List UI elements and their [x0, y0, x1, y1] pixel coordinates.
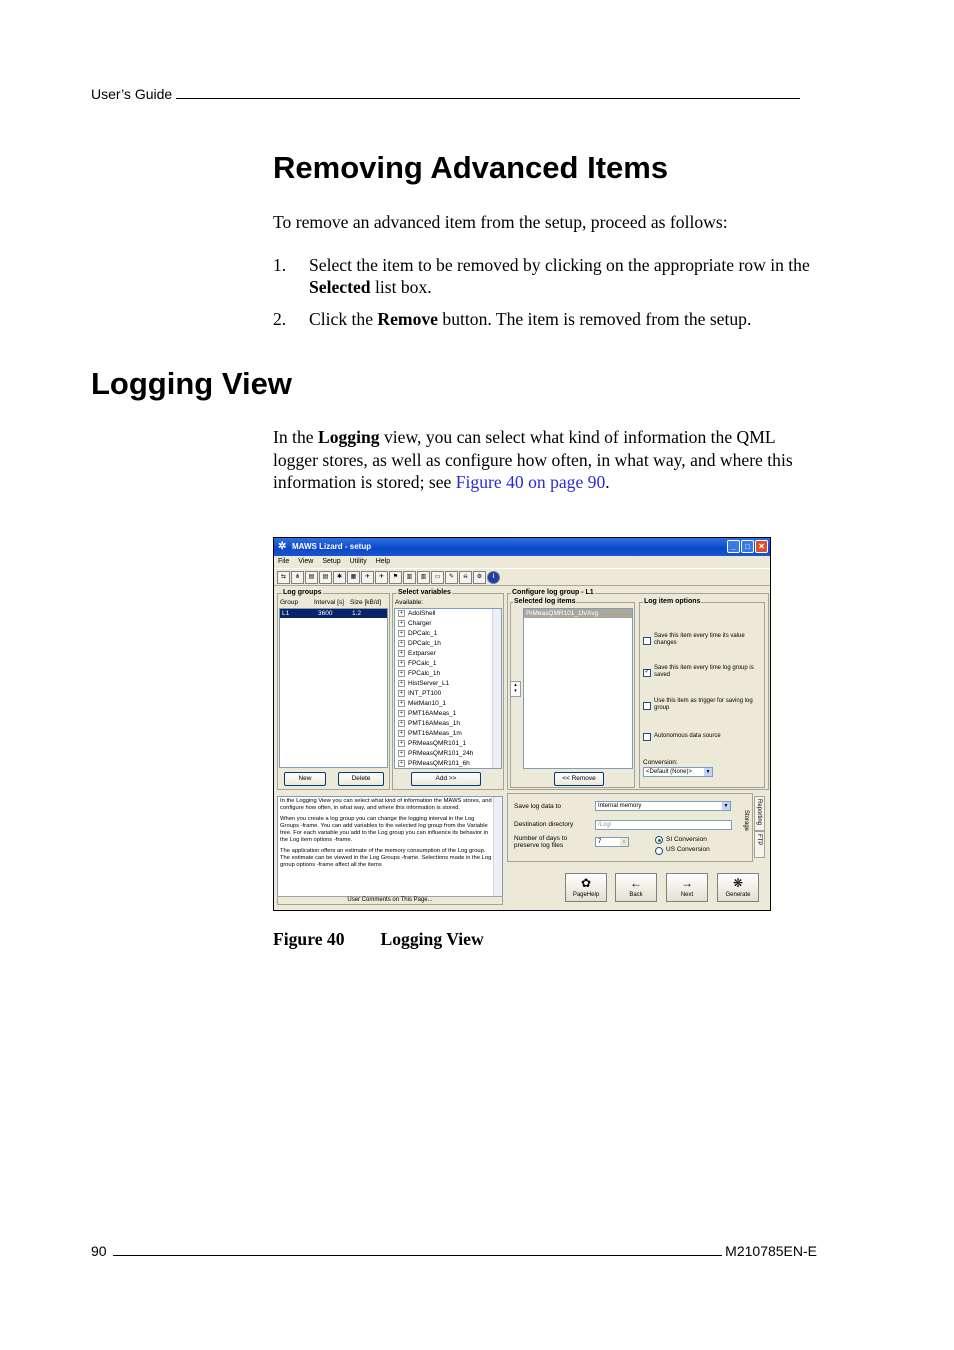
days-label: Number of days to preserve log files [514, 835, 568, 849]
add-button[interactable]: Add >> [411, 772, 481, 786]
opt-trigger-checkbox[interactable] [643, 702, 651, 710]
order-spinner[interactable]: ▴ ▾ [510, 681, 521, 697]
expand-icon[interactable]: + [398, 700, 405, 707]
si-conversion-radio[interactable] [655, 836, 663, 844]
edit-icon[interactable]: ✎ [445, 571, 458, 584]
running-header [91, 86, 810, 102]
configure-title: Configure log group - L1 [512, 589, 594, 596]
header-rule [176, 88, 800, 99]
para-text: . [605, 472, 610, 492]
row-interval: 3600 [318, 610, 333, 617]
expand-icon[interactable]: + [398, 650, 405, 657]
tree-scrollbar[interactable] [492, 609, 501, 768]
tree-item[interactable] [395, 619, 501, 629]
para-text: view, you can select what kind of information the QML logger stores, as well as configure how often, in what way, and where this information is stored; see [273, 427, 793, 492]
maximize-button[interactable]: □ [741, 540, 754, 553]
col-group-header: Group [280, 599, 299, 606]
step-text-pre: Click the [309, 309, 378, 329]
variable-tree[interactable] [394, 608, 502, 769]
tree-item-label: AdolShell [408, 610, 436, 617]
tree-item[interactable] [395, 729, 501, 739]
step-text-pre: Select the item to be removed by clicking on the appropriate row in the [309, 255, 810, 275]
row-group: L1 [282, 610, 290, 617]
tree-item[interactable] [395, 709, 501, 719]
tree-item[interactable] [395, 679, 501, 689]
section-title-logging-view: Logging View [91, 366, 292, 401]
arrow-right-icon: → [681, 876, 693, 890]
toolbar [274, 568, 770, 586]
help-paragraph: In the Logging View you can select what kind of information the MAWS stores, and configure how often, in what way, and where this information is stored. [280, 798, 492, 811]
expand-icon[interactable]: + [398, 640, 405, 647]
step-text [309, 308, 819, 330]
tree-item-label: DPCalc_1h [408, 640, 441, 647]
log-item-options-title: Log item options [644, 598, 701, 605]
section-title-removing-advanced-items: Removing Advanced Items [273, 150, 669, 185]
save-to-value: Internal memory [598, 803, 642, 809]
si-conversion-label: SI Conversion [666, 836, 707, 843]
running-title: User’s Guide [91, 86, 173, 102]
info-icon[interactable]: i [487, 571, 500, 584]
caption-label: Figure 40 [273, 929, 345, 949]
expand-icon[interactable]: + [398, 680, 405, 687]
expand-icon[interactable]: + [398, 690, 405, 697]
tree-item[interactable] [395, 739, 501, 749]
user-comments-button[interactable]: User Comments on This Page... [277, 896, 503, 905]
tree-item-label: Charger [408, 620, 432, 627]
pagehelp-icon: ✿ [580, 876, 592, 890]
minimize-button[interactable]: _ [727, 540, 740, 553]
section1-intro: To remove an advanced item from the setup, proceed as follows: [273, 212, 728, 232]
days-stepper[interactable] [595, 837, 629, 847]
chevron-down-icon: ▼ [723, 803, 729, 809]
step-number: 1. [273, 255, 287, 275]
us-conversion-label: US Conversion [666, 846, 710, 853]
generate-icon: ❋ [732, 876, 744, 890]
calc-icon[interactable]: ▦ [347, 571, 360, 584]
tree-item[interactable] [395, 629, 501, 639]
tree-item[interactable] [395, 649, 501, 659]
expand-icon[interactable]: + [398, 620, 405, 627]
connect-icon[interactable]: ⇆ [277, 571, 290, 584]
dest-dir-label: Destination directory [514, 821, 574, 828]
log-groups-list[interactable] [279, 608, 388, 768]
help-paragraph: The application offers an estimate of the memory consumption of the Log group. The estimate can be viewed in the Log Groups -frame. Selections made in the Log group options -frame affect all the items [280, 848, 492, 868]
device-icon[interactable]: ▤ [319, 571, 332, 584]
generate-label: Generate [725, 892, 751, 898]
para-text: In the [273, 427, 318, 447]
step-text-bold: Remove [377, 309, 438, 329]
generate-button[interactable] [717, 873, 759, 902]
pagehelp-button[interactable] [565, 873, 607, 902]
tree-item-label: MetMan10_1 [408, 700, 446, 707]
table-row[interactable] [280, 609, 387, 618]
opt-group-saved-checkbox[interactable]: ✓ [644, 669, 650, 675]
page-footer [91, 1243, 817, 1259]
step-text-post: button. The item is removed from the setup. [438, 309, 752, 329]
window-titlebar [274, 538, 770, 556]
days-value: 7 [598, 839, 602, 845]
tab-reporting[interactable] [754, 796, 765, 831]
device-icon[interactable]: ▤ [305, 571, 318, 584]
help-scrollbar[interactable] [493, 797, 502, 904]
conversion-select[interactable] [643, 767, 713, 777]
step-text-bold: Selected [309, 277, 371, 297]
next-label: Next [680, 892, 694, 898]
col-interval-header: Interval [s] [314, 599, 344, 606]
tree-item-label: INT_PT100 [408, 690, 442, 697]
opt-autonomous-label: Autonomous data source [654, 733, 721, 739]
app-icon: ✲ [278, 541, 287, 552]
close-button[interactable]: ✕ [755, 540, 768, 553]
tree-item[interactable] [395, 689, 501, 699]
tab-label: FTP [756, 834, 762, 846]
wind-icon[interactable]: ✈ [361, 571, 374, 584]
tree-item-label: PRMeasQMR101_1 [408, 740, 467, 747]
pagehelp-label: PageHelp [572, 892, 600, 898]
tree-item-label: PMT16AMeas_1 [408, 710, 457, 717]
expand-icon[interactable]: + [398, 670, 405, 677]
save-to-label: Save log data to [514, 803, 561, 810]
conversion-label: Conversion: [643, 759, 678, 766]
expand-icon[interactable]: + [398, 710, 405, 717]
conversion-value: <Default (None)> [646, 769, 693, 775]
select-variables-title: Select variables [398, 589, 451, 596]
para-bold: Logging [317, 427, 380, 447]
sensor-icon[interactable]: ✱ [333, 571, 346, 584]
tree-item[interactable] [395, 719, 501, 729]
tree-item-label: PRMeasQMR101_24h [408, 750, 474, 757]
chevron-down-icon: ▼ [705, 769, 711, 775]
menu-utility[interactable]: Utility [349, 558, 367, 565]
tree-item-label: PMT16AMeas_1h [408, 720, 461, 727]
save-to-select[interactable] [595, 801, 731, 811]
row-size: 1.2 [352, 610, 362, 617]
logging-icon[interactable]: ▥ [403, 571, 416, 584]
back-label: Back [629, 892, 643, 898]
expand-icon[interactable]: + [398, 660, 405, 667]
tab-label: Reporting [756, 799, 762, 826]
tree-item[interactable] [395, 659, 501, 669]
network-icon[interactable]: ⋔ [291, 571, 304, 584]
opt-autonomous-checkbox[interactable] [643, 733, 651, 741]
tree-item-label: PRMeasQMR101_6h [408, 760, 470, 767]
window-title: MAWS Lizard - setup [292, 542, 372, 551]
step-item-1 [273, 254, 833, 300]
footer-rule [113, 1245, 723, 1256]
wind-icon[interactable]: ✈ [375, 571, 388, 584]
dest-dir-input[interactable]: /Log/ [595, 820, 732, 830]
tree-item[interactable] [395, 609, 501, 619]
logging-view-screenshot [273, 537, 771, 911]
remove-button[interactable]: << Remove [554, 772, 604, 786]
menu-bar [274, 556, 770, 568]
tree-item-label: DPCalc_1 [408, 630, 438, 637]
tab-ftp[interactable] [754, 831, 765, 858]
col-size-header: Size [kB/d] [350, 599, 382, 606]
opt-trigger-label: Use this item as trigger for saving log group [654, 698, 753, 711]
alarm-icon[interactable]: ⍾ [459, 571, 472, 584]
tab-storage[interactable] [742, 808, 753, 838]
step-text-post: list box. [370, 277, 432, 297]
variable-tree-items [395, 609, 501, 769]
expand-icon[interactable]: + [398, 760, 405, 767]
stepper-arrows-icon: ↕ [620, 838, 628, 846]
opt-group-saved-label: Save this item every time log group is saved [654, 665, 754, 678]
tab-label: Storage [743, 810, 749, 832]
us-conversion-radio[interactable] [655, 847, 663, 855]
tree-item[interactable] [395, 639, 501, 649]
figure-caption [273, 929, 484, 950]
tree-item[interactable] [395, 669, 501, 679]
step-text [309, 254, 819, 298]
delete-button[interactable]: Delete [338, 772, 384, 786]
step-item-2 [273, 308, 833, 332]
step-number: 2. [273, 309, 287, 329]
help-text-panel [277, 796, 503, 905]
settings-icon[interactable]: ⚙ [473, 571, 486, 584]
menu-setup[interactable]: Setup [322, 558, 341, 565]
doc-code: M210785EN-E [725, 1243, 817, 1259]
arrow-left-icon: ← [630, 876, 642, 890]
tree-item-label: FPCalc_1h [408, 670, 441, 677]
expand-icon[interactable]: + [398, 740, 405, 747]
selected-log-items-list[interactable] [523, 608, 633, 769]
radio-selected-dot [658, 839, 661, 842]
flag-icon[interactable]: ⚑ [389, 571, 402, 584]
expand-icon[interactable]: + [398, 610, 405, 617]
tree-item[interactable] [395, 699, 501, 709]
tree-item-label: HistServer_L1 [408, 680, 450, 687]
menu-file[interactable]: File [278, 558, 290, 565]
logging-icon[interactable]: ▥ [417, 571, 430, 584]
expand-icon[interactable]: + [398, 730, 405, 737]
doc-icon[interactable]: ▭ [431, 571, 444, 584]
help-paragraph: When you create a log group you can change the logging interval in the Log Groups -frame. You can add variables to the selected log group from the Variable tree. For each variable you add to the Log group you can influence its behavior in the Log item options -frame. [280, 816, 489, 843]
selected-log-items-label: Selected log items [514, 598, 576, 605]
next-button[interactable] [666, 873, 708, 902]
menu-view[interactable]: View [298, 558, 314, 565]
caption-title: Logging View [380, 929, 484, 949]
opt-value-change-label: Save this item every time its value changes [654, 633, 745, 646]
tree-item-label: Extparser [408, 650, 436, 657]
section2-paragraph [273, 426, 821, 494]
log-groups-title: Log groups [283, 589, 322, 596]
tree-item[interactable] [395, 749, 501, 759]
menu-help[interactable]: Help [375, 558, 391, 565]
expand-icon[interactable]: + [398, 630, 405, 637]
tree-item[interactable] [395, 759, 501, 769]
tree-item-label: PMT16AMeas_1m [408, 730, 462, 737]
expand-icon[interactable]: + [398, 720, 405, 727]
tree-item-label: FPCalc_1 [408, 660, 437, 667]
list-item[interactable]: PrMeasQMR101_1h/Avg [524, 609, 632, 618]
figure-link[interactable]: Figure 40 on page 90 [455, 472, 606, 492]
expand-icon[interactable]: + [398, 750, 405, 757]
opt-value-change-checkbox[interactable] [643, 637, 651, 645]
page-number: 90 [91, 1243, 107, 1259]
back-button[interactable] [615, 873, 657, 902]
new-button[interactable]: New [284, 772, 326, 786]
available-label: Available: [395, 599, 424, 606]
